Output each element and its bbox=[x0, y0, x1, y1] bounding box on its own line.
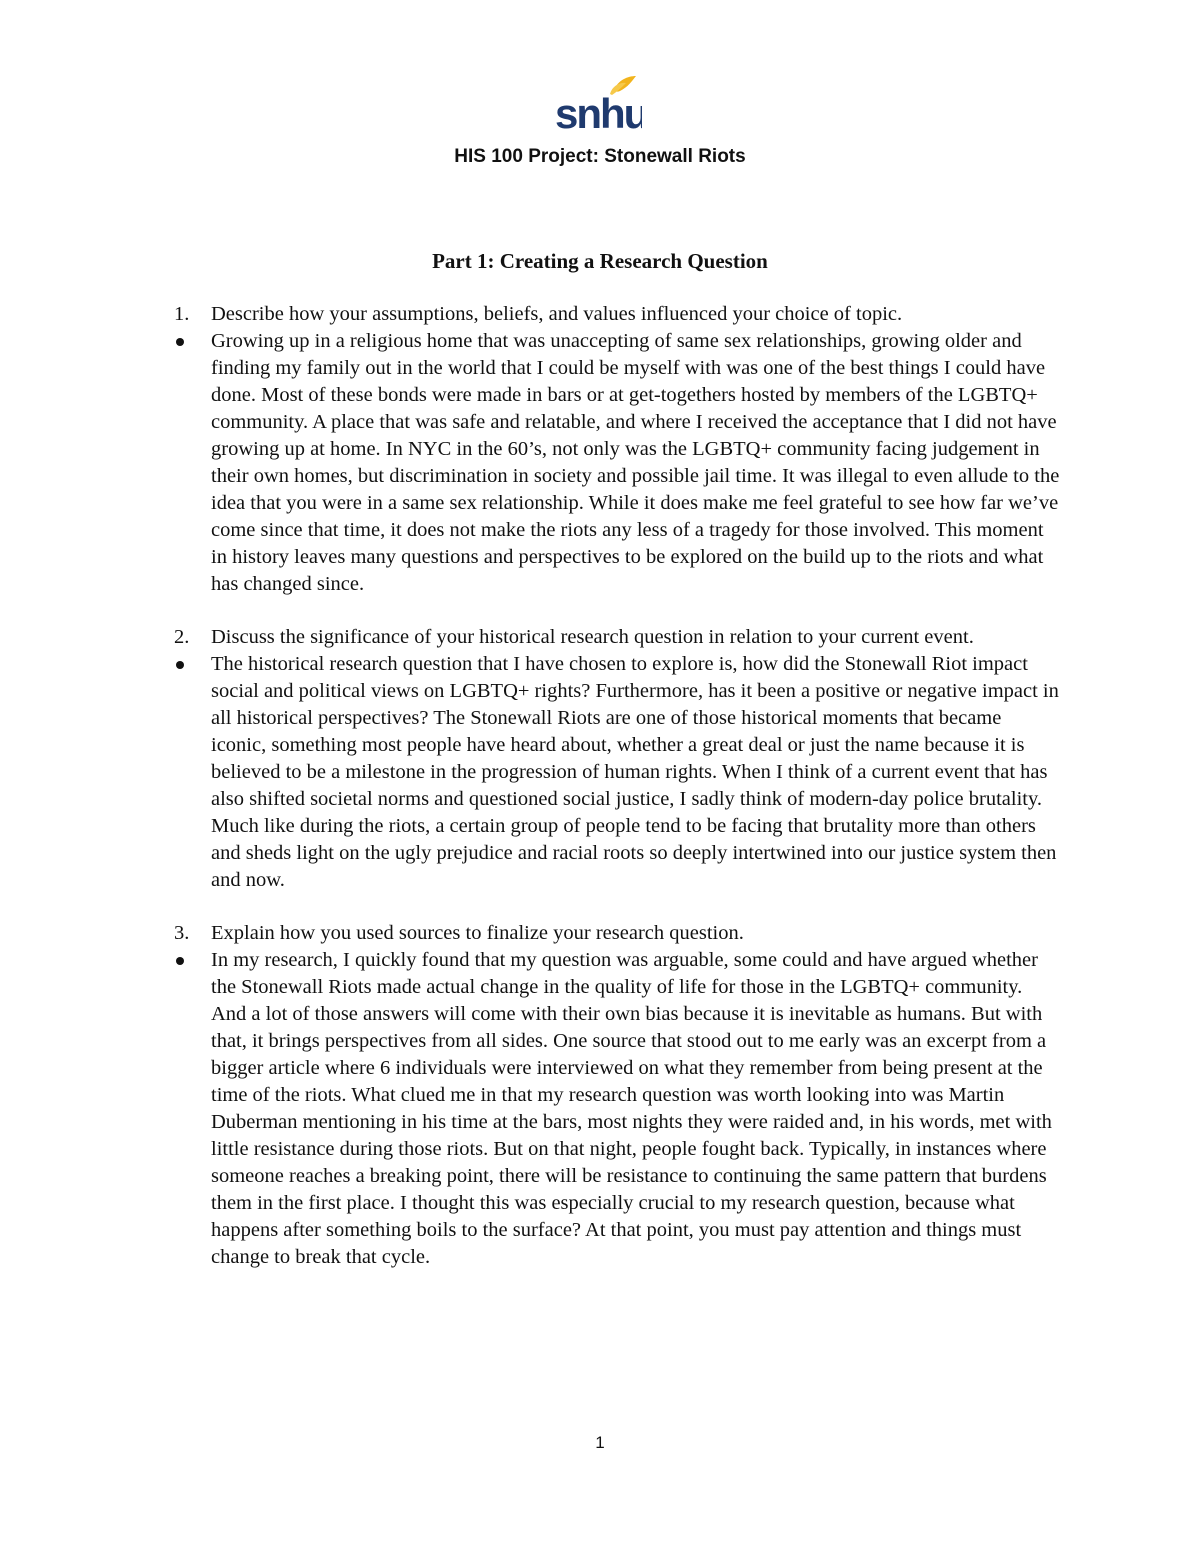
answer-item-3 bbox=[0, 947, 1061, 1271]
question-item-1 bbox=[0, 301, 1061, 328]
answer-item-2 bbox=[0, 651, 1061, 894]
section-title: Part 1: Creating a Research Question bbox=[432, 249, 768, 273]
answer-text: The historical research question that I have chosen to explore is, how did the Stonewall Riot impact social and political views on LGBTQ+ rights? Furthermore, has it been a positive or negative impact in all historical perspectives? The Stonewall Riots are one of those historical moments that became iconic, something most people have heard about, whether a great deal or just the name because it is believed to be a milestone in the progression of human rights. When I think of a current event that has also shifted societal norms and questioned social justice, I sadly think of modern-day police brutality. Much like during the riots, a certain group of people tend to be facing that brutality more than others and sheds light on the ugly prejudice and racial roots so deeply intertwined into our justice system then and now. bbox=[211, 653, 1059, 891]
question-item-3 bbox=[0, 920, 1061, 947]
question-list bbox=[0, 301, 1200, 1271]
question-number: 2. bbox=[174, 626, 190, 648]
logo-text: snhu bbox=[555, 90, 642, 132]
bullet-icon bbox=[176, 338, 184, 346]
question-item-2 bbox=[0, 624, 1061, 651]
question-text: Discuss the significance of your historical research question in relation to your current event. bbox=[211, 626, 974, 648]
answer-item-1 bbox=[0, 328, 1061, 598]
question-number: 1. bbox=[174, 303, 190, 325]
bullet-icon bbox=[176, 957, 184, 965]
page-number: 1 bbox=[595, 1433, 605, 1452]
flame-leaf-icon bbox=[552, 72, 642, 132]
question-number: 3. bbox=[174, 922, 190, 944]
question-text: Explain how you used sources to finalize your research question. bbox=[211, 922, 744, 944]
document-title: HIS 100 Project: Stonewall Riots bbox=[454, 146, 746, 167]
answer-text: Growing up in a religious home that was unaccepting of same sex relationships, growing older and finding my family out in the world that I could be myself with was one of the best things I could have done. Most of these bonds were made in bars or at get-togethers hosted by members of the LGBTQ+ community. A place that was safe and relatable, and where I received the acceptance that I did not have growing up at home. In NYC in the 60’s, not only was the LGBTQ+ community facing judgement in their own homes, but discrimination in society and possible jail time. It was illegal to even allude to the idea that you were in a same sex relationship. While it does make me feel grateful to see how far we’ve come since that time, it does not make the riots any less of a tragedy for those involved. This moment in history leaves many questions and perspectives to be explored on the build up to the riots and what has changed since. bbox=[211, 330, 1060, 595]
question-text: Describe how your assumptions, beliefs, and values influenced your choice of topic. bbox=[211, 303, 903, 325]
answer-text: In my research, I quickly found that my question was arguable, some could and have argued whether the Stonewall Riots made actual change in the quality of life for those in the LGBTQ+ community. And a lot of those answers will come with their own bias because it is inevitable as humans. But with that, it brings perspectives from all sides. One source that stood out to me early was an excerpt from a bigger article where 6 individuals were interviewed on what they remember from being present at the time of the riots. What clued me in that my research question was worth looking into was Martin Duberman mentioning in his time at the bars, most nights they were raided and, in his words, met with little resistance during those riots. But on that night, people fought back. Typically, in instances where someone reaches a breaking point, there will be resistance to continuing the same pattern that burdens them in the first place. I thought this was especially crucial to my research question, because what happens after something boils to the surface? At that point, you must pay attention and things must change to break that cycle. bbox=[211, 949, 1052, 1268]
bullet-icon bbox=[176, 661, 184, 669]
snhu-logo bbox=[552, 72, 642, 132]
